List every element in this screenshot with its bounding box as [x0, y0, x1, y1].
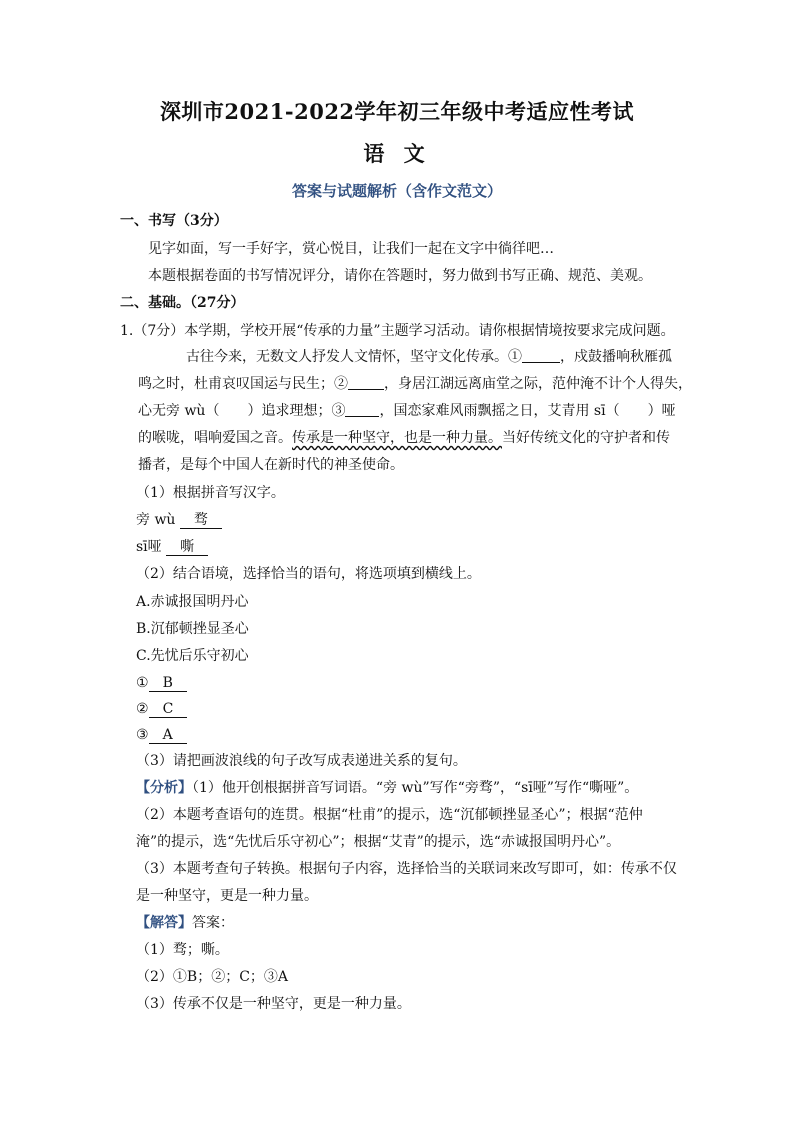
analysis-text: （1）他开创根据拼音写词语。“旁 wù”写作“旁骛”，“sī哑”写作“嘶哑”。 [192, 780, 639, 796]
answer-line-2: （2）①B；②；C；③A [136, 969, 289, 985]
analysis-line-3: 淹”的提示，选“先忧后乐守初心”；根据“艾青”的提示，选“赤诚报国明丹心”。 [136, 834, 621, 850]
passage-text: 心无旁 wù（ ）追求理想；③ [138, 403, 346, 419]
answer-subtitle: 答案与试题解析（含作文范文） [291, 182, 502, 200]
blank-answer-3 [136, 726, 187, 744]
circled-number: ① [136, 675, 149, 691]
answer-text: 骛 [180, 512, 222, 529]
fill-blank-2 [348, 375, 384, 390]
answer-text: B [149, 675, 187, 692]
section1-paragraph-2: 本题根据卷面的书写情况评分，请你在答题时，努力做到书写正确、规范、美观。 [148, 268, 652, 284]
answer-line-1: （1）骛；嘶。 [136, 942, 229, 958]
passage-text: ，戍鼓播响秋雁孤 [560, 349, 672, 365]
answer-heading [136, 914, 234, 932]
subject-title: 语 文 [363, 141, 431, 166]
wavy-underlined-sentence: 传承是一种坚守，也是一种力量。 [292, 430, 502, 446]
sub-question-3: （3）请把画波浪线的句子改写成表递进关系的复句。 [136, 753, 467, 769]
pinyin-answer-2 [136, 538, 208, 556]
answer-text: A [149, 727, 187, 744]
analysis-line-1 [136, 779, 638, 797]
option-c: C.先忧后乐守初心 [136, 648, 249, 664]
analysis-tag: 【分析】 [136, 780, 192, 796]
answer-line-3: （3）传承不仅是一种坚守，更是一种力量。 [136, 996, 411, 1012]
answer-text: C [149, 701, 188, 718]
pinyin-label: sī哑 [136, 539, 162, 555]
fill-blank-3 [345, 402, 379, 417]
analysis-line-5: 是一种坚守，更是一种力量。 [136, 888, 318, 904]
answer-label: 答案： [192, 915, 234, 931]
pinyin-label: 旁 wù [136, 512, 176, 528]
blank-answer-1 [136, 674, 187, 692]
passage-line-5: 播者，是每个中国人在新时代的神圣使命。 [138, 457, 404, 473]
answer-text: 嘶 [166, 539, 208, 556]
passage-line-1 [186, 348, 672, 366]
passage-line-4 [138, 429, 670, 447]
passage-text: ，国恋家难风雨飘摇之日，艾青用 sī（ ）哑 [379, 403, 676, 419]
passage-line-3 [138, 402, 676, 420]
analysis-line-2: （2）本题考查语句的连贯。根据“杜甫”的提示，选“沉郁顿挫显圣心”；根据“范仲 [136, 807, 643, 823]
option-a: A.赤诚报国明丹心 [136, 594, 249, 610]
section1-paragraph-1: 见字如面，写一手好字，赏心悦目，让我们一起在文字中徜徉吧… [148, 241, 554, 257]
sub-question-2: （2）结合语境，选择恰当的语句，将选项填到横线上。 [136, 566, 481, 582]
pinyin-answer-1 [136, 511, 222, 529]
circled-number: ③ [136, 727, 149, 743]
passage-line-2 [138, 375, 692, 393]
passage-text: 古往今来，无数文人抒发人文情怀，坚守文化传承。① [186, 349, 522, 365]
passage-text: 当好传统文化的守护者和传 [502, 430, 670, 446]
document-title: 深圳市2021-2022学年初三年级中考适应性考试 [159, 99, 635, 124]
blank-answer-2 [136, 700, 187, 718]
section2-heading: 二、基础。（27分） [120, 295, 245, 311]
sub-question-1: （1）根据拼音写汉字。 [136, 485, 285, 501]
passage-text: ，身居江湖远离庙堂之际，范仲淹不计个人得失， [384, 376, 692, 392]
fill-blank-1 [522, 348, 560, 363]
analysis-line-4: （3）本题考查句子转换。根据句子内容，选择恰当的关联词来改写即可，如：传承不仅 [136, 861, 677, 877]
passage-text: 的喉咙，唱响爱国之音。 [138, 430, 292, 446]
option-b: B.沉郁顿挫显圣心 [136, 621, 249, 637]
question-1-intro: 1.（7分）本学期，学校开展“传承的力量”主题学习活动。请你根据情境按要求完成问题。 [120, 323, 675, 339]
passage-text: 鸣之时，杜甫哀叹国运与民生；② [138, 376, 348, 392]
circled-number: ② [136, 701, 149, 717]
section1-heading: 一、书写（3分） [120, 213, 228, 229]
answer-tag: 【解答】 [136, 915, 192, 931]
